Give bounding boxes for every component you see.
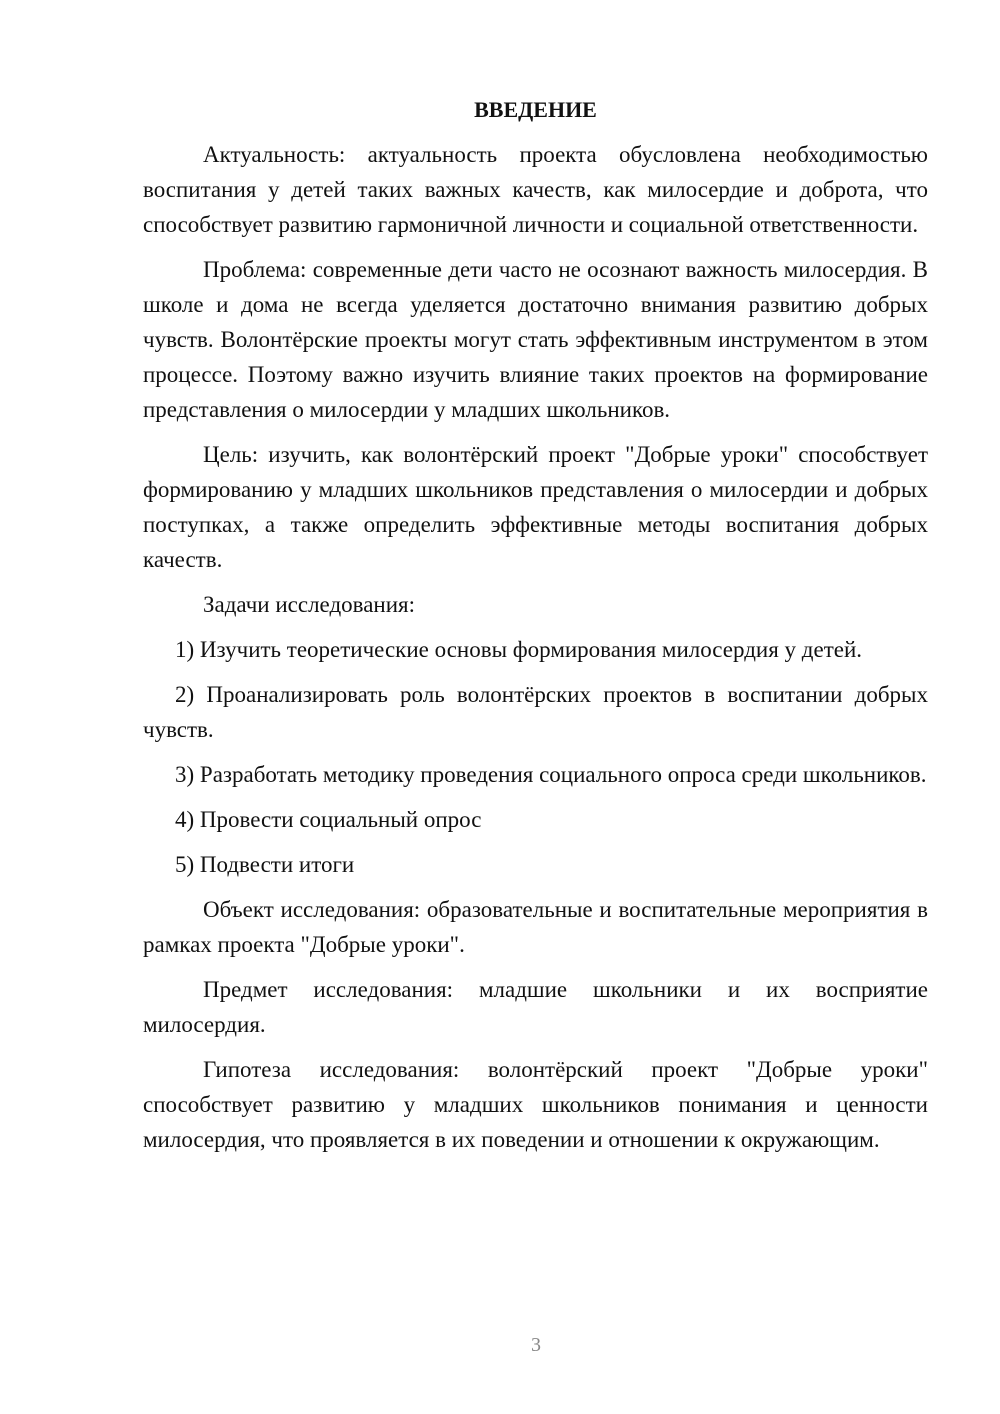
subject-paragraph: Предмет исследования: младшие школьники и их восприятие милосердия.: [143, 977, 928, 1037]
task-item: 5) Подвести итоги: [175, 852, 355, 877]
goal-paragraph: Цель: изучить, как волонтёрский проект "Добрые уроки" способствует формированию у младших школьников представления о милосердии и добрых поступках, а также определить эффективные методы воспитания добрых качеств.: [143, 442, 928, 572]
relevance-paragraph: Актуальность: актуальность проекта обусловлена необходимостью воспитания у детей таких важных качеств, как милосердие и доброта, что способствует развитию гармоничной личности и социальной ответственности.: [143, 142, 928, 237]
task-item: 3) Разработать методику проведения социального опроса среди школьников.: [175, 762, 927, 787]
task-item: 4) Провести социальный опрос: [175, 807, 482, 832]
tasks-heading: Задачи исследования:: [203, 592, 416, 617]
document-page: [143, 92, 928, 1167]
task-item: 1) Изучить теоретические основы формирования милосердия у детей.: [175, 637, 863, 662]
hypothesis-paragraph: Гипотеза исследования: волонтёрский проект "Добрые уроки" способствует развитию у младших школьников понимания и ценности милосердия, что проявляется в их поведении и отношении к окружающим.: [143, 1057, 928, 1152]
section-title: ВВЕДЕНИЕ: [474, 97, 597, 122]
object-paragraph: Объект исследования: образовательные и воспитательные мероприятия в рамках проекта "Добрые уроки".: [143, 897, 928, 957]
problem-paragraph: Проблема: современные дети часто не осознают важность милосердия. В школе и дома не всегда уделяется достаточно внимания развитию добрых чувств. Волонтёрские проекты могут стать эффективным инструментом в этом процессе. Поэтому важно изучить влияние таких проектов на формирование представления о милосердии у младших школьников.: [143, 257, 928, 422]
task-item: 2) Проанализировать роль волонтёрских проектов в воспитании добрых чувств.: [143, 682, 928, 742]
page-number: 3: [531, 1334, 541, 1356]
